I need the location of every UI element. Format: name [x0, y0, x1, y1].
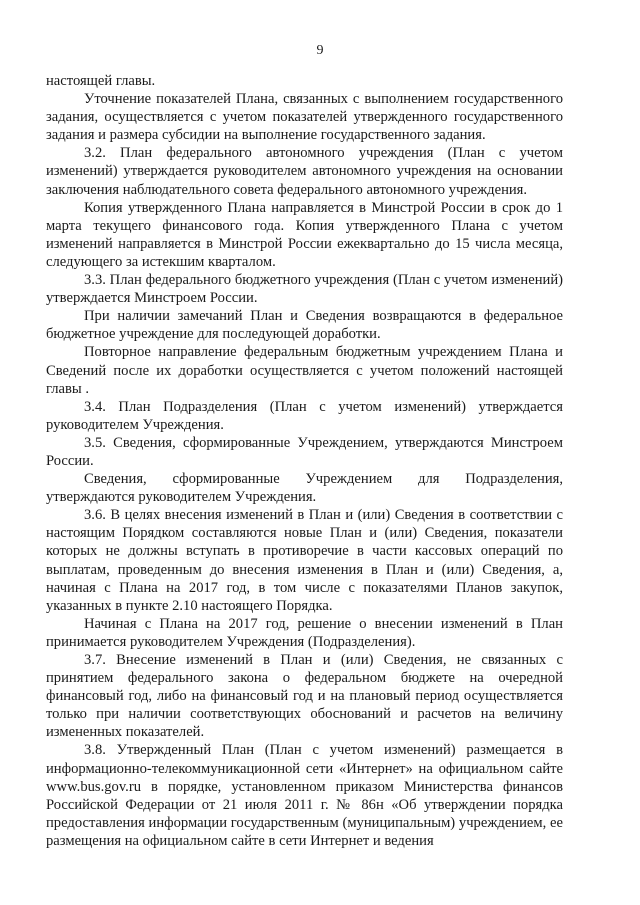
paragraph: 3.4. План Подразделения (План с учетом изменений) утверждается руководителем Учреждения. — [46, 398, 563, 433]
paragraph: 3.8. Утвержденный План (План с учетом изменений) размещается в информационно-телекоммуникационной сети «Интернет» на официальном сайте www.bus.gov.ru в порядке, установленном приказом Министерства финансов Российской Федерации от 21 июля 2011 г. № 86н «Об утверждении порядка предоставления информации государственным (муниципальным) учреждением, ее размещения на официальном сайте в сети Интернет и ведения — [46, 742, 563, 849]
paragraph: 3.5. Сведения, сформированные Учреждением, утверждаются Минстроем России. — [46, 434, 563, 469]
paragraph: Повторное направление федеральным бюджетным учреждением Плана и Сведений после их доработки осуществляется с учетом положений настоящей главы . — [46, 344, 563, 397]
paragraph: 3.6. В целях внесения изменений в План и (или) Сведения в соответствии с настоящим Порядком составляются новые План и (или) Сведения, показатели которых не должны вступать в противоречие в части кассовых операций по выплатам, проведенным до внесения изменения в План и (или) Сведения, а, начиная с Плана на 2017 год, в том числе с показателями Планов закупок, указанных в пункте 2.10 настоящего Порядка. — [46, 507, 563, 614]
paragraph: Начиная с Плана на 2017 год, решение о внесении изменений в План принимается руководителем Учреждения (Подразделения). — [46, 615, 563, 650]
page-number: 9 — [316, 43, 324, 58]
paragraph: 3.2. План федерального автономного учреждения (План с учетом изменений) утверждается руководителем автономного учреждения на основании заключения наблюдательного совета федерального автономного учреждения. — [46, 145, 563, 198]
paragraph: настоящей главы. — [46, 73, 156, 89]
paragraph: Копия утвержденного Плана направляется в Минстрой России в срок до 1 марта текущего финансового года. Копия утвержденного Плана с учетом изменений направляется в Минстрой России ежеквартально до 15 числа месяца, следующего за истекшим кварталом. — [46, 199, 563, 270]
paragraph: При наличии замечаний План и Сведения возвращаются в федеральное бюджетное учреждение для последующей доработки. — [46, 308, 563, 343]
paragraph: 3.7. Внесение изменений в План и (или) Сведения, не связанных с принятием федерального закона о федеральном бюджете на очередной финансовый год, либо на финансовый год и на плановый период осуществляется только при наличии соответствующих обоснований и расчетов на величину измененных показателей. — [46, 652, 563, 741]
paragraph: Сведения, сформированные Учреждением для Подразделения, утверждаются руководителем Учреждения. — [46, 471, 563, 506]
paragraph: Уточнение показателей Плана, связанных с выполнением государственного задания, осуществляется с учетом показателей утвержденного государственного задания и размера субсидии на выполнение государственного задания. — [46, 91, 563, 144]
paragraph: 3.3. План федерального бюджетного учреждения (План с учетом изменений) утверждается Минстроем России. — [46, 272, 563, 307]
body-text — [46, 72, 563, 850]
